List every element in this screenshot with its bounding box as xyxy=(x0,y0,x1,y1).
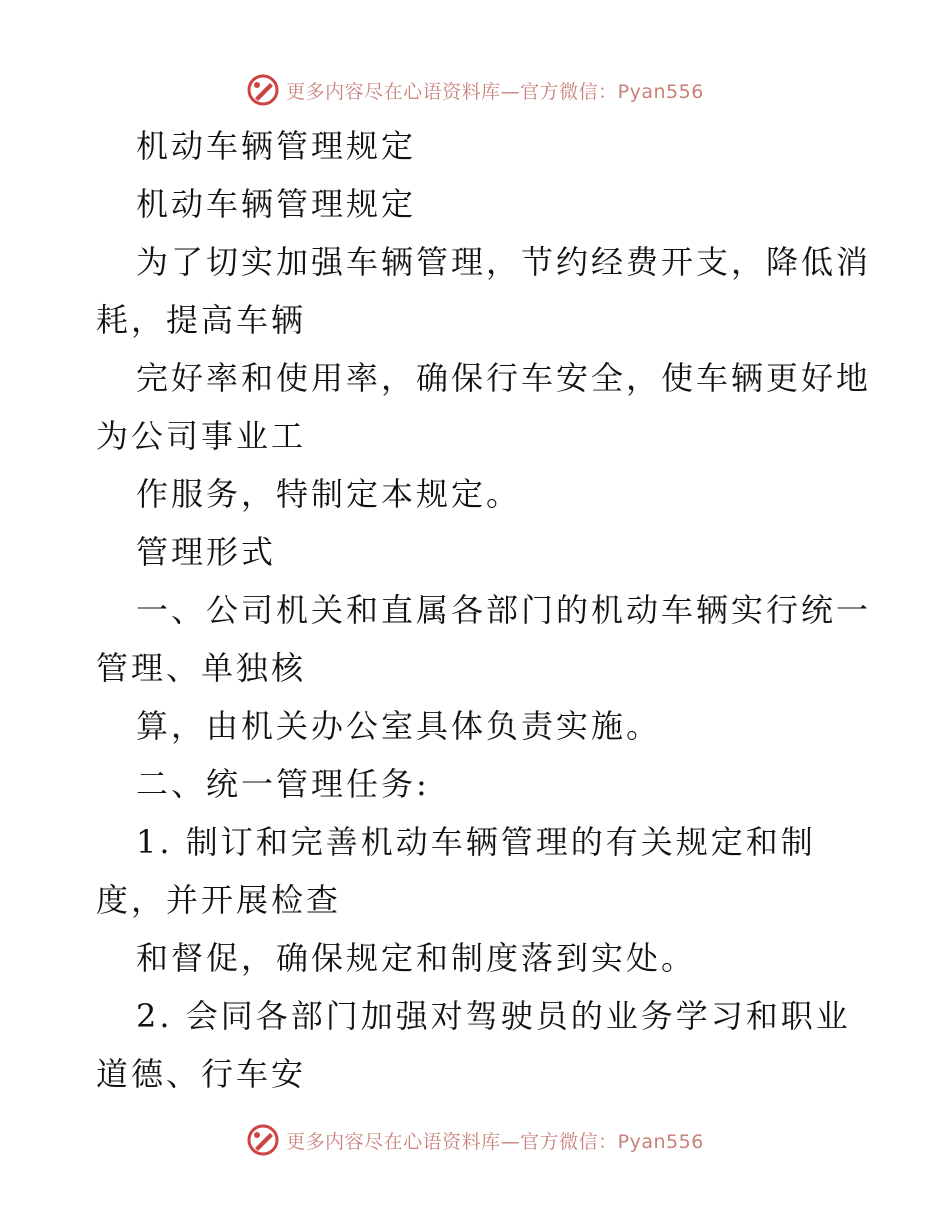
text-line: 算，由机关办公室具体负责实施。 xyxy=(136,707,662,745)
text-line: 作服务，特制定本规定。 xyxy=(136,475,522,513)
text-line: 一、公司机关和直属各部门的机动车辆实行统一 xyxy=(136,591,872,629)
text-line: 完好率和使用率，确保行车安全，使车辆更好地 xyxy=(136,359,872,397)
text-line: 机动车辆管理规定 xyxy=(136,127,417,165)
text-line: 和督促，确保规定和制度落到实处。 xyxy=(136,939,697,977)
pen-logo-icon xyxy=(246,1123,280,1157)
text-line: 为公司事业工 xyxy=(96,417,307,455)
pen-logo-icon xyxy=(246,73,280,107)
text-line: 机动车辆管理规定 xyxy=(136,185,417,223)
text-line: 度，并开展检查 xyxy=(96,881,342,919)
footer-watermark xyxy=(0,1120,950,1160)
text-line: 道德、行车安 xyxy=(96,1055,307,1093)
text-line: 1. 制订和完善机动车辆管理的有关规定和制 xyxy=(136,823,816,861)
text-line: 管理、单独核 xyxy=(96,649,307,687)
header-watermark xyxy=(0,70,950,110)
text-line: 2. 会同各部门加强对驾驶员的业务学习和职业 xyxy=(136,997,851,1035)
header-watermark-text: 更多内容尽在心语资料库—官方微信：Pyan556 xyxy=(286,80,704,103)
text-line: 二、统一管理任务: xyxy=(136,765,430,803)
document-body xyxy=(96,117,872,1103)
text-line: 耗，提高车辆 xyxy=(96,301,307,339)
text-line: 为了切实加强车辆管理，节约经费开支，降低消 xyxy=(136,243,872,281)
text-line: 管理形式 xyxy=(136,533,277,571)
footer-watermark-text: 更多内容尽在心语资料库—官方微信：Pyan556 xyxy=(286,1130,704,1153)
